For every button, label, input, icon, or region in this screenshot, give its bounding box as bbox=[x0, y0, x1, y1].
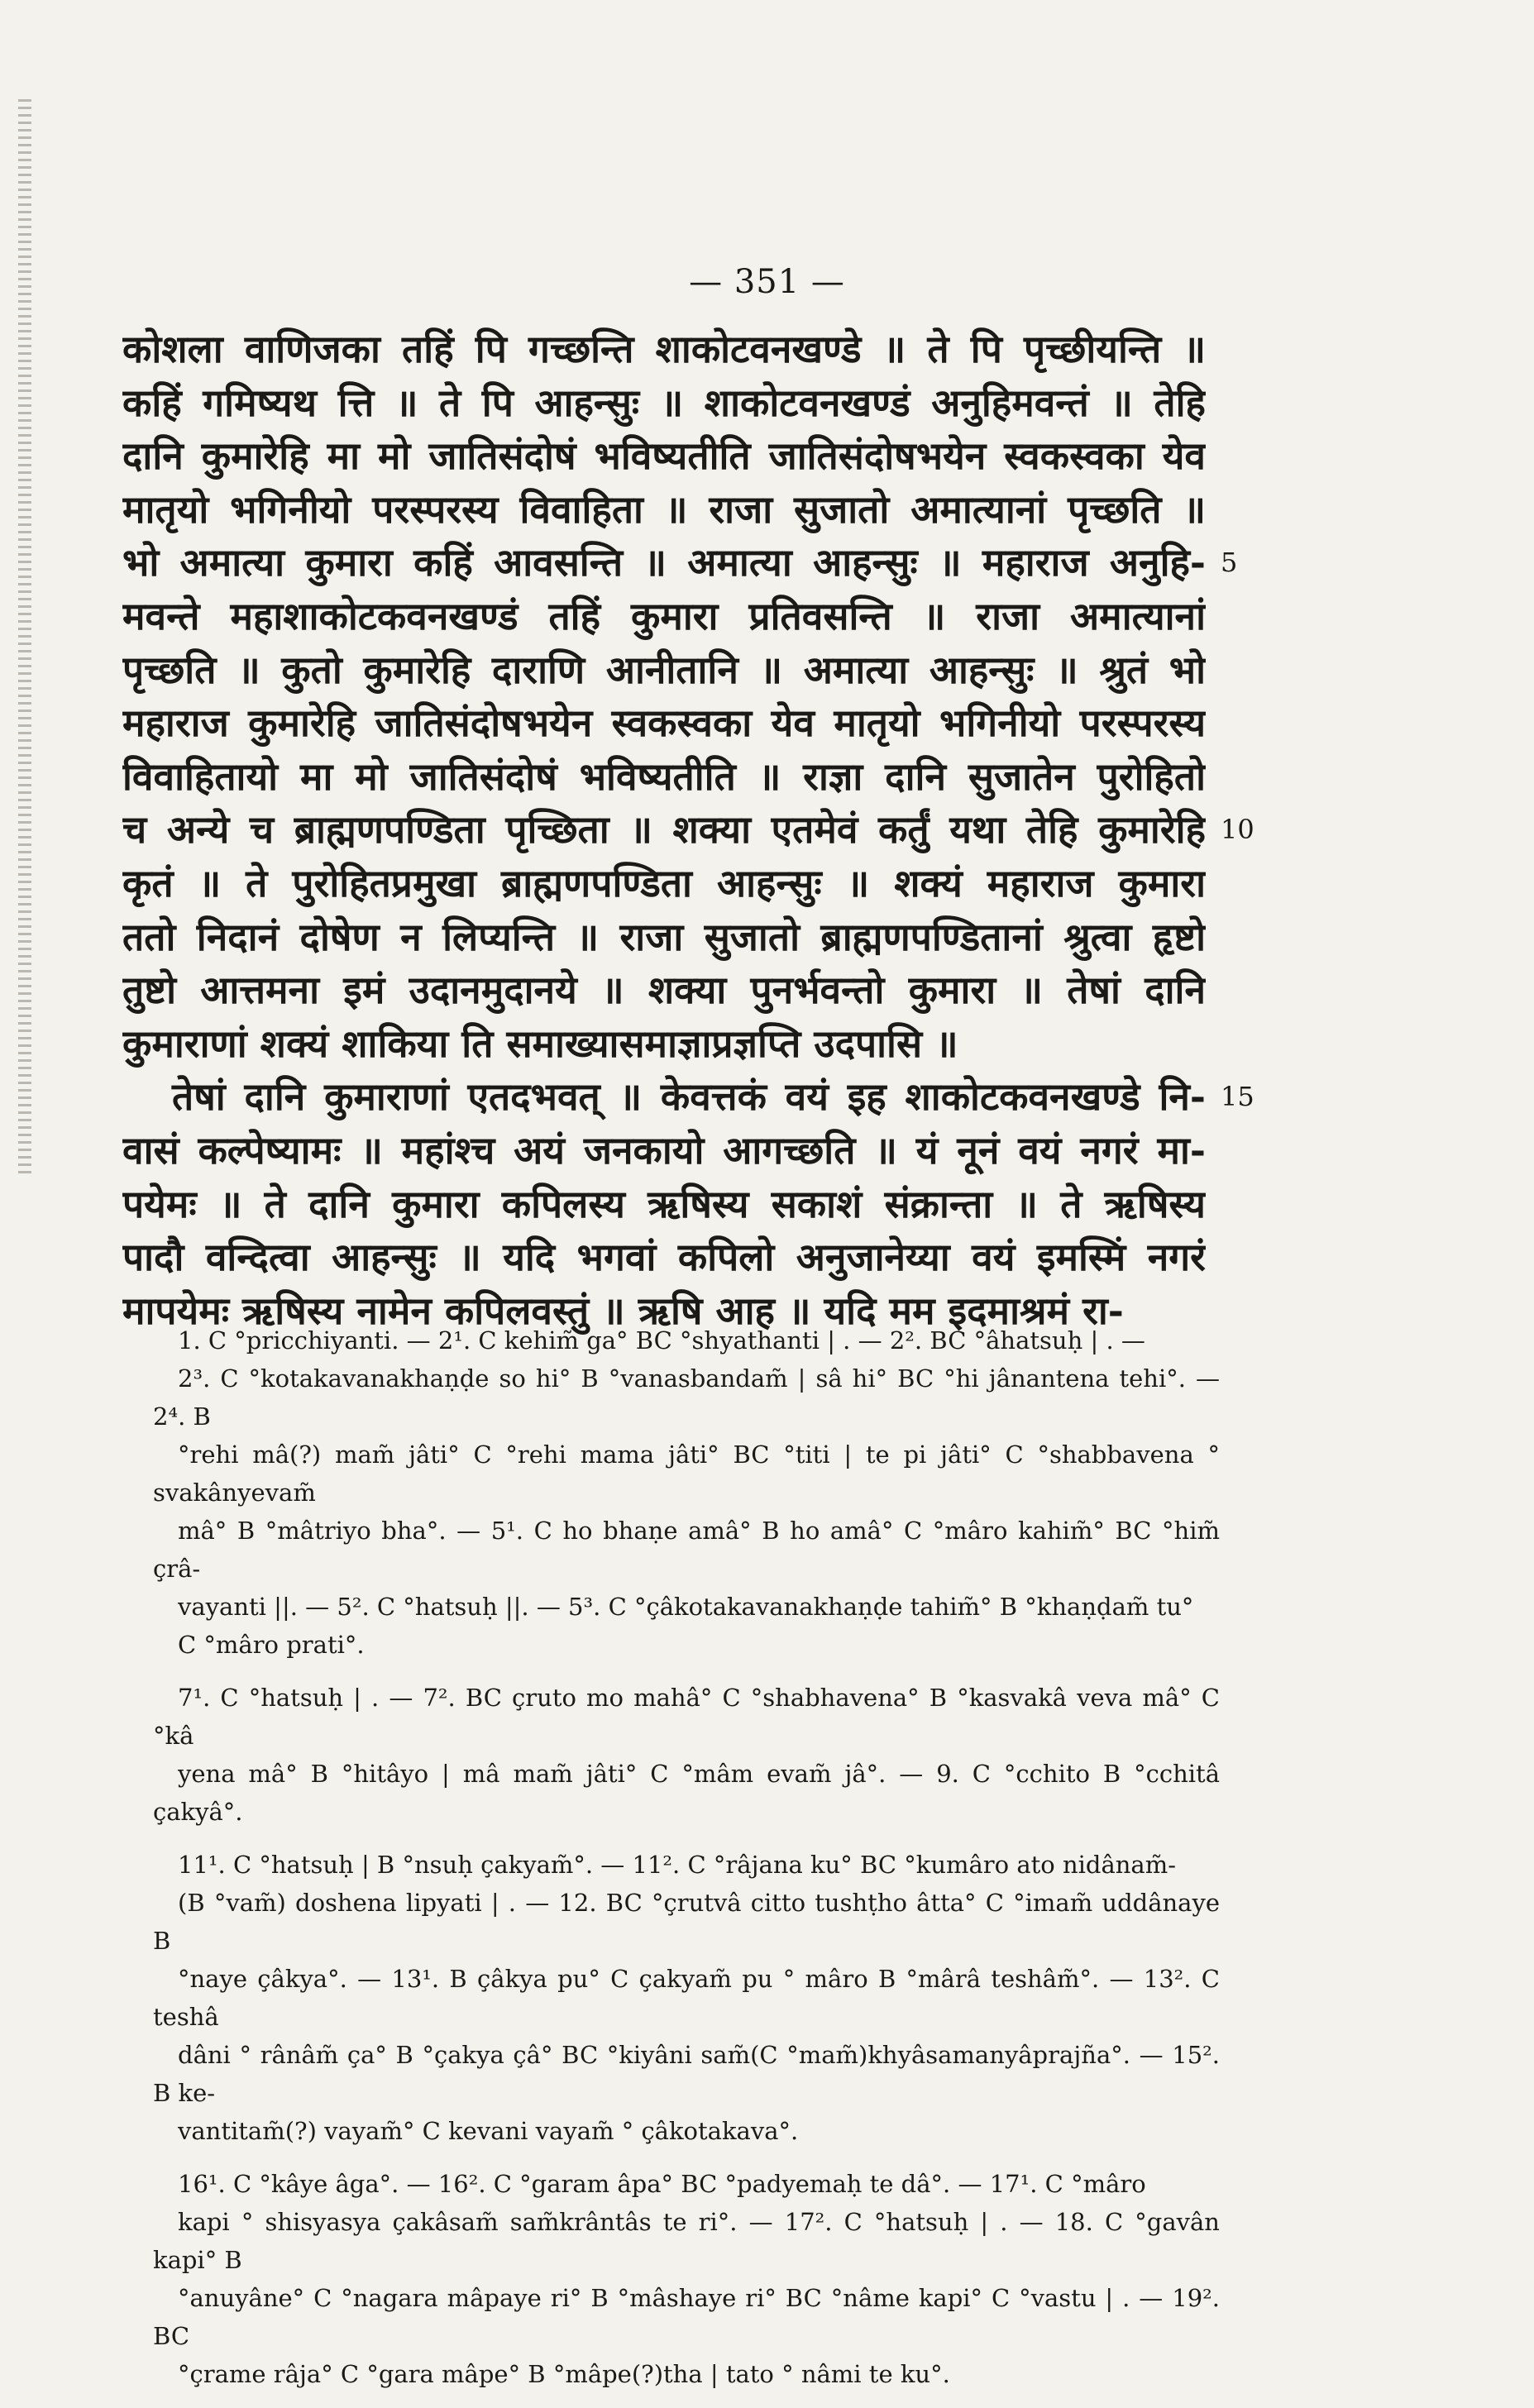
main-text-line: कृतं ॥ ते पुरोहितप्रमुखा ब्राह्मणपण्डिता आहन्सुः ॥ शक्यं महाराज कुमारा bbox=[122, 860, 1206, 905]
footnote-paragraph bbox=[153, 2165, 1220, 2393]
main-text-line: पादौ वन्दित्वा आहन्सुः ॥ यदि भगवां कपिलो अनुजानेय्या वयं इमस्मिं नगरं bbox=[122, 1235, 1206, 1280]
line-number: 10 bbox=[1221, 814, 1254, 846]
footnote-paragraph bbox=[153, 1846, 1220, 2150]
main-text-line: वासं कल्पेष्यामः ॥ महांश्च अयं जनकायो आगच्छति ॥ यं नूनं वयं नगरं मा- bbox=[122, 1127, 1206, 1173]
footnote-line: kapi ° shisyasya çakâsam̃ sam̃krântâs te ri°. — 17². C °hatsuḥ | . — 18. C °gavân kapi° B bbox=[153, 2208, 1220, 2274]
main-text-line: मापयेमः ऋषिस्य नामेन कपिलवस्तुं ॥ ऋषि आह ॥ यदि मम इदमाश्रमं रा- bbox=[122, 1288, 1124, 1333]
main-text-line: मवन्ते महाशाकोटकवनखण्डं तहिं कुमारा प्रतिवसन्ति ॥ राजा अमात्यानां bbox=[122, 593, 1206, 638]
main-text-line: कुमाराणां शक्यं शाकिया ति समाख्यासमाज्ञाप्रज्ञप्ति उदपासि ॥ bbox=[122, 1020, 958, 1066]
footnote-paragraph bbox=[153, 1321, 1220, 1664]
page-number: — 351 — bbox=[689, 263, 845, 301]
footnote-paragraph bbox=[153, 1679, 1220, 1831]
main-text-line: भो अमात्या कुमारा कहिं आवसन्ति ॥ अमात्या आहन्सुः ॥ महाराज अनुहि- bbox=[122, 540, 1206, 585]
main-text-line: दानि कुमारेहि मा मो जातिसंदोषं भविष्यतीति जातिसंदोषभयेन स्वकस्वका येव bbox=[122, 433, 1206, 479]
main-text-line: मातृयो भगिनीयो परस्परस्य विवाहिता ॥ राजा सुजातो अमात्यानां पृच्छति ॥ bbox=[122, 486, 1206, 532]
footnote-line: 11¹. C °hatsuḥ | B °nsuḥ çakyam̃°. — 11². C °râjana ku° BC °kumâro ato nidânam̃- bbox=[178, 1851, 1177, 1879]
main-text-line: विवाहितायो मा मो जातिसंदोषं भविष्यतीति ॥ राज्ञा दानि सुजातेन पुरोहितो bbox=[122, 753, 1206, 799]
footnote-line: dâni ° rânâm̃ ça° B °çakya çâ° BC °kiyâni sam̃(C °mam̃)khyâsamanyâprajña°. — 15². B ke- bbox=[153, 2041, 1220, 2107]
footnote-line: 2³. C °kotakavanakhaṇḍe so hi° B °vanasbandam̃ | sâ hi° BC °hi jânantena tehi°. — 2⁴. B bbox=[153, 1364, 1220, 1431]
main-text-line: तुष्टो आत्तमना इमं उदानमुदानये ॥ शक्या पुनर्भवन्तो कुमारा ॥ तेषां दानि bbox=[122, 967, 1206, 1013]
footnote-line: (B °vam̃) doshena lipyati | . — 12. BC °çrutvâ citto tushṭho âtta° C °imam̃ uddânaye B bbox=[153, 1889, 1220, 1955]
footnote-line: °anuyâne° C °nagara mâpaye ri° B °mâshaye ri° BC °nâme kapi° C °vastu | . — 19². BC bbox=[153, 2284, 1220, 2350]
main-text-line: तेषां दानि कुमाराणां एतदभवत् ॥ केवत्तकं वयं इह शाकोटकवनखण्डे नि- bbox=[172, 1074, 1206, 1120]
line-number: 15 bbox=[1221, 1081, 1254, 1113]
footnote-line: 16¹. C °kâye âga°. — 16². C °garam âpa° BC °padyemaḥ te dâ°. — 17¹. C °mâro bbox=[178, 2170, 1146, 2198]
main-text-line: पृच्छति ॥ कुतो कुमारेहि दाराणि आनीतानि ॥ अमात्या आहन्सुः ॥ श्रुतं भो bbox=[122, 647, 1206, 692]
main-text-line: कहिं गमिष्यथ त्ति ॥ ते पि आहन्सुः ॥ शाकोटवनखण्डं अनुहिमवन्तं ॥ तेहि bbox=[122, 380, 1206, 425]
main-text-line: कोशला वाणिजका तहिं पि गच्छन्ति शाकोटवनखण्डे ॥ ते पि पृच्छीयन्ति ॥ bbox=[122, 327, 1206, 371]
main-text-line: महाराज कुमारेहि जातिसंदोषभयेन स्वकस्वका येव मातृयो भगिनीयो परस्परस्य bbox=[122, 700, 1206, 746]
footnote-line: 1. C °pricchiyanti. — 2¹. C kehim̃ ga° BC °shyathanti | . — 2². BC °âhatsuḥ | . — bbox=[178, 1326, 1145, 1354]
footnote-line: mâ° B °mâtriyo bha°. — 5¹. C ho bhaṇe amâ° B ho amâ° C °mâro kahim̃° BC °him̃ çrâ- bbox=[153, 1517, 1220, 1583]
main-text-line: च अन्ये च ब्राह्मणपण्डिता पृच्छिता ॥ शक्या एतमेवं कर्तुं यथा तेहि कुमारेहि bbox=[122, 807, 1206, 853]
footnote-line: yena mâ° B °hitâyo | mâ mam̃ jâti° C °mâm evam̃ jâ°. — 9. C °cchito B °cchitâ çakyâ°. bbox=[153, 1760, 1220, 1826]
main-text-line: पयेमः ॥ ते दानि कुमारा कपिलस्य ऋषिस्य सकाशं संक्रान्ता ॥ ते ऋषिस्य bbox=[122, 1181, 1206, 1226]
footnote-line: °naye çâkya°. — 13¹. B çâkya pu° C çakyam̃ pu ° mâro B °mârâ teshâm̃°. — 13². C teshâ bbox=[153, 1965, 1220, 2031]
footnote-line: C °mâro prati°. bbox=[178, 1631, 365, 1659]
footnote-line: vantitam̃(?) vayam̃° C kevani vayam̃ ° çâkotakava°. bbox=[178, 2117, 799, 2145]
footnote-line: vayanti ||. — 5². C °hatsuḥ ||. — 5³. C °çâkotakavanakhaṇḍe tahim̃° B °khaṇḍam̃ tu° bbox=[178, 1593, 1194, 1621]
line-number: 5 bbox=[1221, 547, 1238, 579]
footnote-line: °çrame râja° C °gara mâpe° B °mâpe(?)tha | tato ° nâmi te ku°. bbox=[178, 2360, 950, 2388]
footnotes-block bbox=[153, 1321, 1220, 2408]
footnote-line: °rehi mâ(?) mam̃ jâti° C °rehi mama jâti° BC °titi | te pi jâti° C °shabbavena ° svakânyevam̃ bbox=[153, 1440, 1220, 1507]
main-text-line: ततो निदानं दोषेण न लिप्यन्ति ॥ राजा सुजातो ब्राह्मणपण्डितानां श्रुत्वा हृष्टो bbox=[122, 914, 1206, 959]
scan-edge-shadow bbox=[18, 99, 31, 1174]
main-text-block bbox=[122, 322, 1206, 1337]
footnote-line: 7¹. C °hatsuḥ | . — 7². BC çruto mo mahâ° C °shabhavena° B °kasvakâ veva mâ° C °kâ bbox=[153, 1684, 1220, 1750]
